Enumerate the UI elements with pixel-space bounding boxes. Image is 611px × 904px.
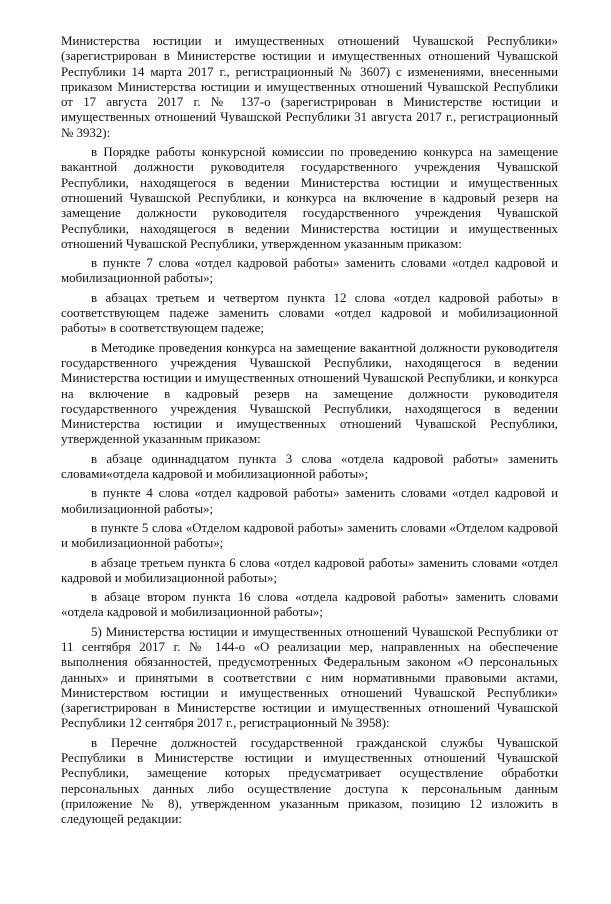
paragraph-order-reference: Министерства юстиции и имущественных отношений Чувашской Республики» (зарегистрирован в Министерстве юстиции и имущественных отношений Чувашской Республики 14 марта 2017 г., регистрационный № 3607) с изменениями, внесенными приказом Министерства юстиции и имущественных отношений Чувашской Республики от 17 августа 2017 г. № 137-о (зарегистрирован в Министерстве юстиции и имущественных отношений Чувашской Республики 31 августа 2017 г., регистрационный № 3932): — [61, 34, 558, 140]
paragraph-item-6: в абзаце третьем пункта 6 слова «отдел кадровой работы» заменить словами «отдел кадровой и мобилизационной работы»; — [61, 555, 558, 585]
paragraph-item-16: в абзаце втором пункта 16 слова «отдела кадровой работы» заменить словами «отдела кадровой и мобилизационной работы»; — [61, 590, 558, 620]
paragraph-order-144: 5) Министерства юстиции и имущественных отношений Чувашской Республики от 11 сентября 2017 г. № 144-о «О реализации мер, направленных на обеспечение выполнения обязанностей, предусмотренных Федеральным законом «О персональных данных» и принятыми в соответствии с ним нормативными правовыми актами, Министерством юстиции и имущественных отношений Чувашской Республики» (зарегистрирован в Министерстве юстиции и имущественных отношений Чувашской Республики 12 сентября 2017 г., регистрационный № 3958): — [61, 624, 558, 731]
paragraph-methodology: в Методике проведения конкурса на замещение вакантной должности руководителя государственного учреждения Чувашской Республики, находящегося в ведении Министерства юстиции и имущественных отношений Чувашской Республики, и конкурса на включение в кадровый резерв на замещение должности руководителя государственного учреждения Чувашской Республики, находящегося в ведении Министерства юстиции и имущественных отношений Чувашской Республики, утвержденной указанным приказом: — [61, 340, 558, 447]
paragraph-commission-procedure: в Порядке работы конкурсной комиссии по проведению конкурса на замещение вакантной должности руководителя государственного учреждения Чувашской Республики, находящегося в ведении Министерства юстиции и имущественных отношений Чувашской Республики, и конкурса на включение в кадровый резерв на замещение должности руководителя государственного учреждения Чувашской Республики, находящегося в ведении Министерства юстиции и имущественных отношений Чувашской Республики, утвержденном указанным приказом: — [61, 145, 558, 251]
paragraph-item-5: в пункте 5 слова «Отделом кадровой работы» заменить словами «Отделом кадровой и мобилизационной работы»; — [61, 520, 558, 551]
paragraph-positions-list: в Перечне должностей государственной гражданской службы Чувашской Республики в Министерстве юстиции и имущественных отношений Чувашской Республики, замещение которых предусматривает осуществление обработки персональных данных либо осуществление доступа к персональным данным (приложение № 8), утвержденном указанным приказом, позицию 12 изложить в следующей редакции: — [61, 735, 558, 827]
paragraph-item-7: в пункте 7 слова «отдел кадровой работы» заменить словами «отдел кадровой и мобилизационной работы»; — [61, 256, 558, 286]
paragraph-item-4: в пункте 4 слова «отдел кадровой работы» заменить словами «отдел кадровой и мобилизационной работы»; — [61, 486, 558, 516]
paragraph-item-3: в абзаце одиннадцатом пункта 3 слова «отдела кадровой работы» заменить словами«отдела кадровой и мобилизационной работы»; — [61, 451, 558, 482]
paragraph-item-12: в абзацах третьем и четвертом пункта 12 слова «отдел кадровой работы» в соответствующем падеже заменить словами «отдел кадровой и мобилизационной работы» в соответствующем падеже; — [61, 290, 558, 336]
